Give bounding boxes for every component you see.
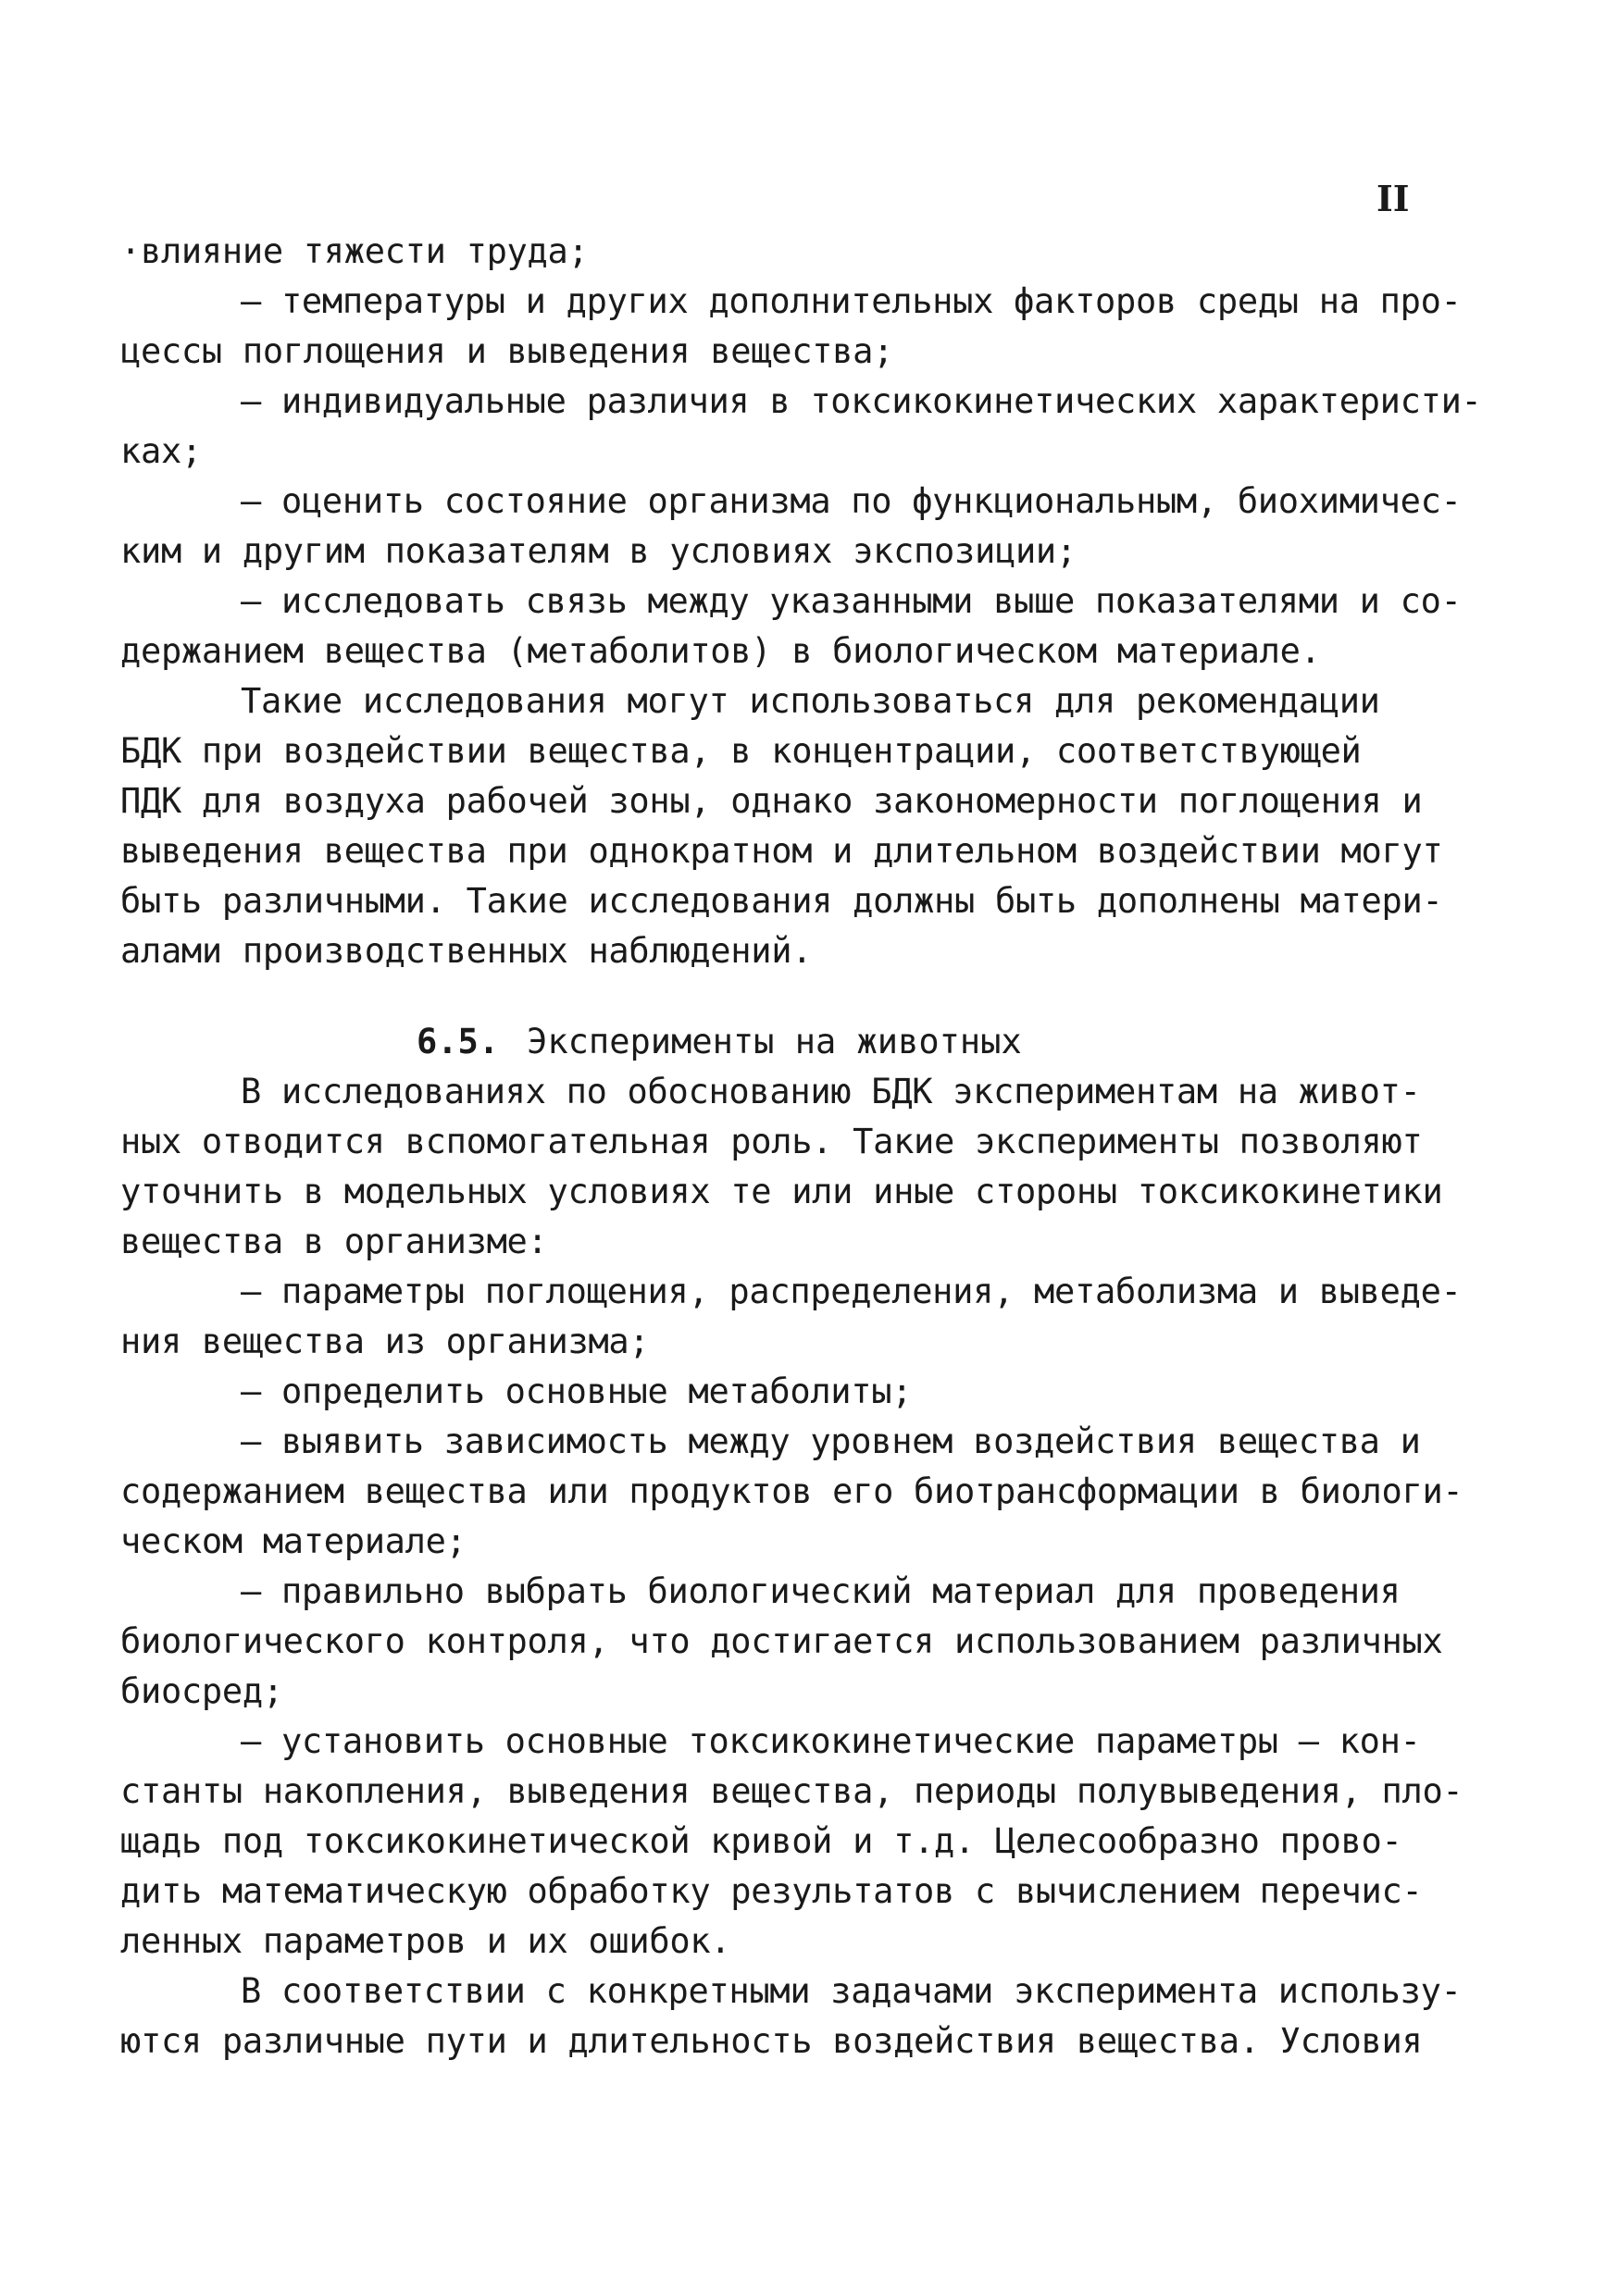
text-line: – правильно выбрать биологический материал для проведения xyxy=(241,1571,1401,1611)
text-line: содержанием вещества или продуктов его биотрансформации в биологи- xyxy=(120,1471,1463,1511)
text-line: В исследованиях по обоснованию БДК экспериментам на живот- xyxy=(241,1072,1421,1111)
text-line: станты накопления, выведения вещества, периоды полувыведения, пло- xyxy=(120,1771,1463,1811)
text-line: ленных параметров и их ошибок. xyxy=(120,1921,731,1961)
text-line: БДК при воздействии вещества, в концентрации, соответствующей xyxy=(120,731,1362,771)
text-line: Такие исследования могут использоваться для рекомендации xyxy=(241,681,1380,721)
text-line: быть различными. Такие исследования должны быть дополнены матери- xyxy=(120,881,1443,921)
text-line: ческом материале; xyxy=(120,1521,467,1561)
text-line: цессы поглощения и выведения вещества; xyxy=(120,331,894,371)
text-line: ных отводится вспомогательная роль. Такие эксперименты позволяют xyxy=(120,1122,1423,1161)
text-line: биологического контроля, что достигается использованием различных xyxy=(120,1621,1443,1661)
text-line: ются различные пути и длительность воздействия вещества. Условия xyxy=(120,2021,1423,2061)
text-line: – определить основные метаболиты; xyxy=(241,1371,913,1411)
text-line: выведения вещества при однократном и длительном воздействии могут xyxy=(120,831,1443,871)
text-line: алами производственных наблюдений. xyxy=(120,931,813,971)
text-line: дить математическую обработку результатов с вычислением перечис- xyxy=(120,1871,1423,1911)
text-line: – установить основные токсикокинетические параметры – кон- xyxy=(241,1721,1421,1761)
section-number: 6.5. xyxy=(417,1022,500,1061)
text-line: ·влияние тяжести труда; xyxy=(120,231,589,271)
text-line: ках; xyxy=(120,431,202,471)
text-line: щадь под токсикокинетической кривой и т.д. Целесообразно прово- xyxy=(120,1821,1402,1861)
text-line: уточнить в модельных условиях те или иные стороны токсикокинетики xyxy=(120,1172,1443,1211)
text-line: ким и другим показателям в условиях экспозиции; xyxy=(120,531,1077,571)
text-line: – исследовать связь между указанными выше показателями и со- xyxy=(241,581,1462,621)
text-line: – параметры поглощения, распределения, метаболизма и выведе- xyxy=(241,1272,1462,1311)
text-line: ПДК для воздуха рабочей зоны, однако закономерности поглощения и xyxy=(120,781,1423,821)
section-title: Эксперименты на животных xyxy=(527,1022,1022,1061)
text-line: – индивидуальные различия в токсикокинетических характеристи- xyxy=(241,381,1482,421)
text-line: – температуры и других дополнительных факторов среды на про- xyxy=(241,281,1462,321)
page-number: II xyxy=(1376,178,1410,219)
text-line: держанием вещества (метаболитов) в биологическом материале. xyxy=(120,631,1321,671)
text-line: ния вещества из организма; xyxy=(120,1322,650,1361)
text-line: – выявить зависимость между уровнем воздействия вещества и xyxy=(241,1421,1421,1461)
text-line: биосред; xyxy=(120,1671,283,1711)
section-heading xyxy=(120,1017,1490,1067)
text-line: – оценить состояние организма по функциональным, биохимичес- xyxy=(241,481,1462,521)
text-line: вещества в организме: xyxy=(120,1222,548,1261)
text-line: В соответствии с конкретными задачами эксперимента использу- xyxy=(241,1971,1462,2011)
page-content xyxy=(120,227,1490,2066)
